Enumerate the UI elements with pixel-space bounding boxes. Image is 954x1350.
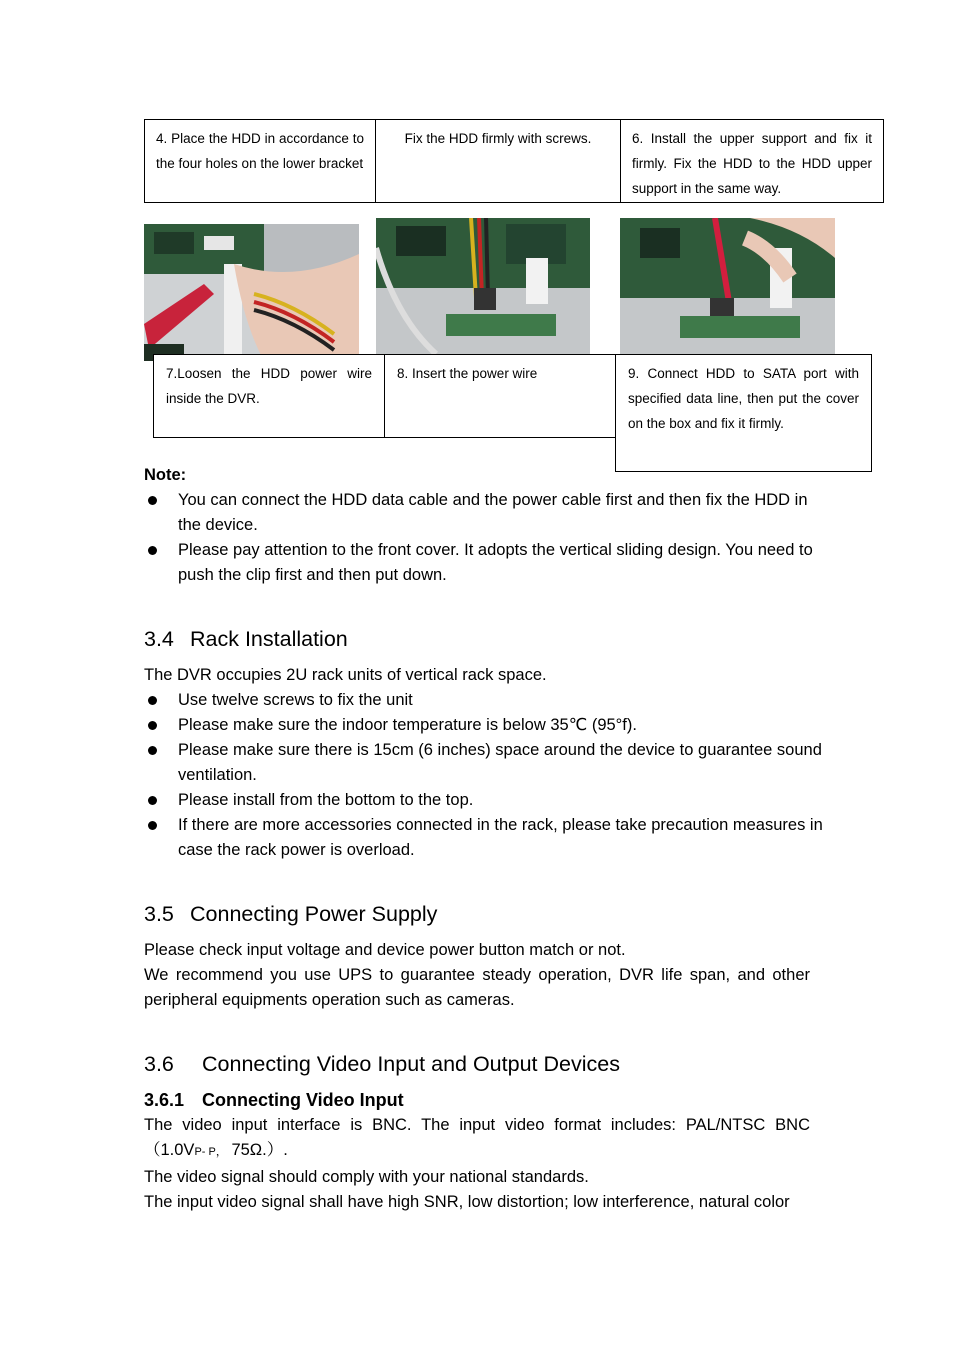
photo-insert-power-wire (376, 218, 590, 354)
bullet-icon (148, 696, 157, 705)
section-title: Rack Installation (190, 627, 348, 651)
photo-connect-sata (620, 218, 835, 354)
step7-cell (153, 354, 385, 438)
video-p1: The video input interface is BNC. The input video format includes: PAL/NTSC BNC (144, 1116, 810, 1134)
note-list (144, 488, 824, 588)
step6-cell (620, 119, 884, 203)
subsection-title: Connecting Video Input (202, 1090, 404, 1110)
section-number: 3.5 (144, 902, 174, 926)
list-item: Please make sure there is 15cm (6 inches) space around the device to guarantee sound ventilation. (144, 738, 824, 788)
list-item: You can connect the HDD data cable and the power cable first and then fix the HDD in the device. (144, 488, 824, 538)
note-title: Note: (144, 466, 187, 484)
video-p3: The input video signal shall have high SNR, low distortion; low interference, natural color (144, 1193, 790, 1211)
power-paragraph (144, 938, 810, 1013)
step5-cell (375, 119, 621, 203)
video-p2: The video signal should comply with your national standards. (144, 1168, 589, 1186)
step7-text: 7.Loosen the HDD power wire inside the DVR. (166, 366, 372, 406)
power-p1: Please check input voltage and device power button match or not. (144, 941, 626, 959)
step8-cell (384, 354, 616, 438)
rack-list (144, 688, 824, 863)
section-number: 3.4 (144, 627, 174, 651)
bullet-icon (148, 746, 157, 755)
step6-text: 6. Install the upper support and fix it firmly. Fix the HDD to the HDD upper support in the same way. (632, 131, 872, 196)
photo-loosen-power-wire (144, 224, 359, 361)
section-heading-3-5 (144, 900, 437, 928)
bullet-icon (148, 721, 157, 730)
step4-text: 4. Place the HDD in accordance to the four holes on the lower bracket (156, 131, 364, 171)
step9-text: 9. Connect HDD to SATA port with specified data line, then put the cover on the box and fix it firmly. (628, 366, 859, 431)
list-item: Please install from the bottom to the top. (144, 788, 824, 813)
step9-cell (615, 354, 872, 472)
section-heading-3-4 (144, 625, 348, 653)
list-item: If there are more accessories connected in the rack, please take precaution measures in case the rack power is overload. (144, 813, 824, 863)
step8-text: 8. Insert the power wire (397, 366, 538, 381)
step4-cell (144, 119, 376, 203)
bullet-icon (148, 796, 157, 805)
section-title: Connecting Video Input and Output Devices (202, 1052, 620, 1076)
step5-text: Fix the HDD firmly with screws. (404, 131, 592, 146)
bullet-icon (148, 546, 157, 555)
subsection-number: 3.6.1 (144, 1090, 185, 1110)
video-p1-spec: （1.0VP- P， 75Ω.）. (144, 1141, 288, 1159)
power-p2: We recommend you use UPS to guarantee steady operation, DVR life span, and other peripheral equipments operation such as cameras. (144, 966, 810, 1009)
list-item: Please make sure the indoor temperature is below 35℃ (95°f). (144, 713, 824, 738)
section-heading-3-6 (144, 1050, 620, 1078)
section-title: Connecting Power Supply (190, 902, 438, 926)
section-number: 3.6 (144, 1052, 174, 1076)
list-item: Please pay attention to the front cover. It adopts the vertical sliding design. You need to push the clip first and then put down. (144, 538, 824, 588)
video-input-paragraph (144, 1113, 810, 1215)
bullet-icon (148, 821, 157, 830)
subsection-heading-3-6-1 (144, 1088, 404, 1112)
list-item: Use twelve screws to fix the unit (144, 688, 824, 713)
bullet-icon (148, 496, 157, 505)
rack-intro: The DVR occupies 2U rack units of vertical rack space. (144, 666, 547, 684)
